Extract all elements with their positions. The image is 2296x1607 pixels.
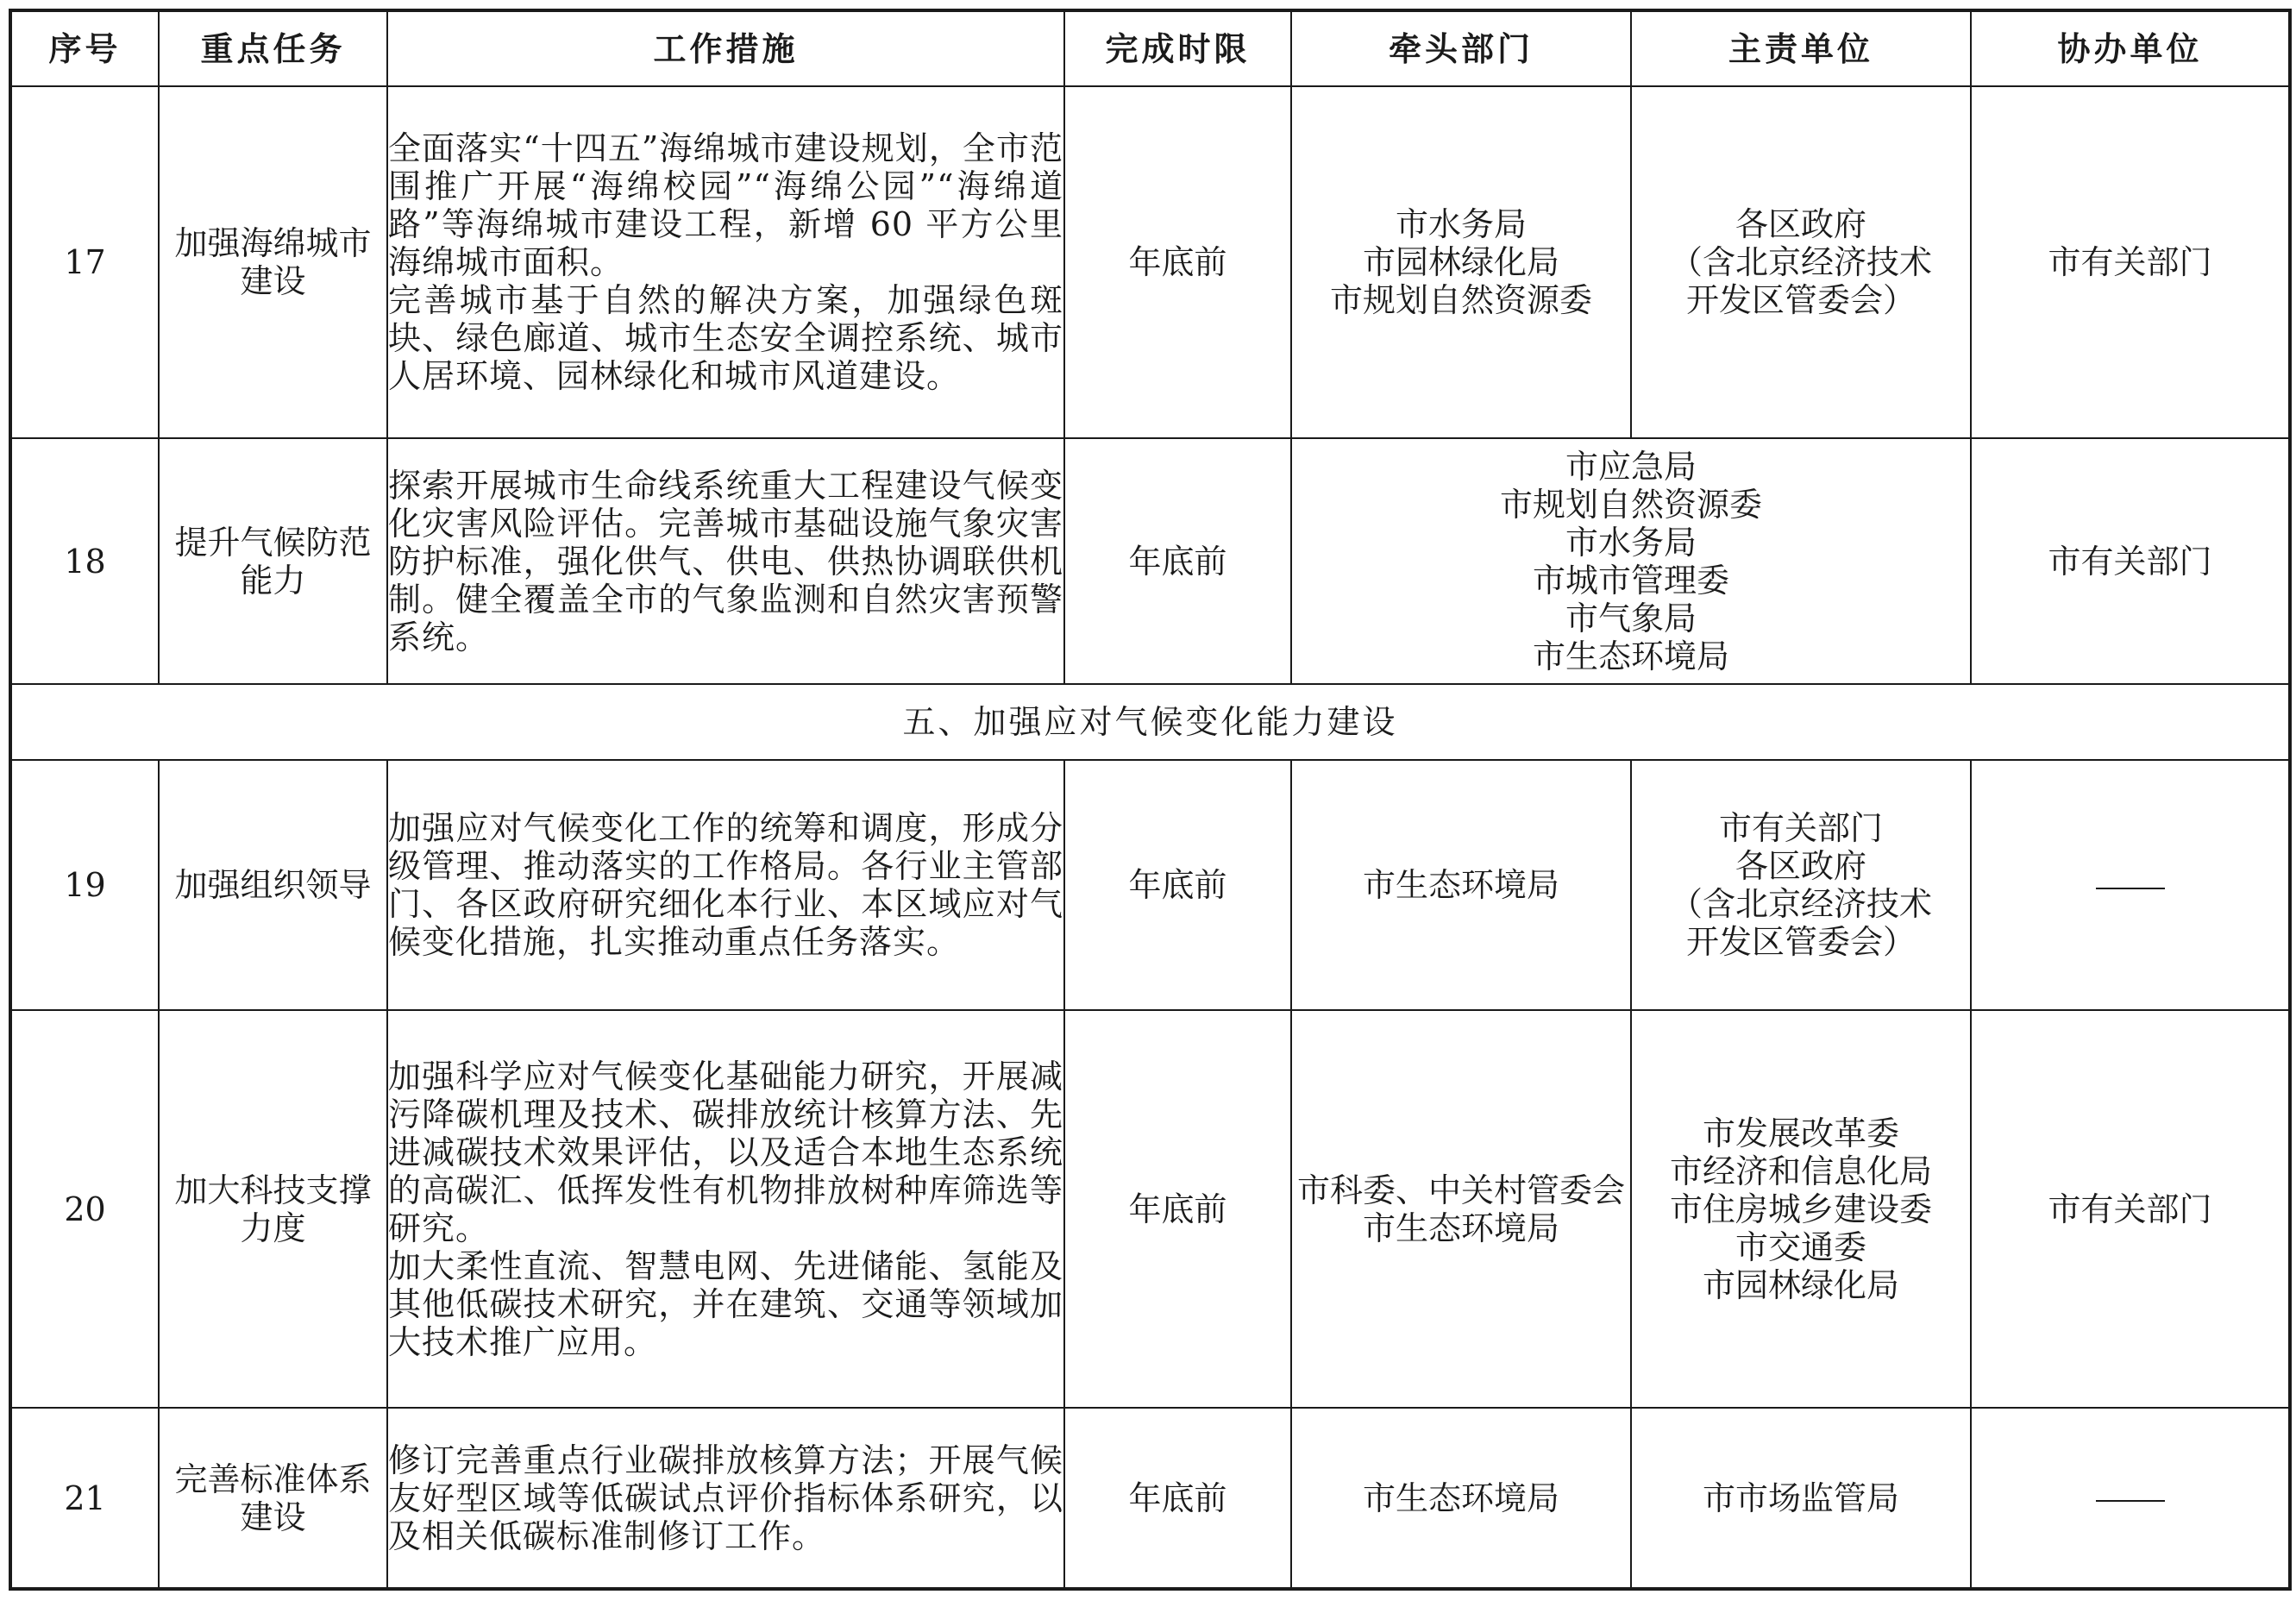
row-deadline: 年底前	[1064, 1010, 1291, 1408]
measure-paragraph: 全面落实“十四五”海绵城市建设规划，全市范围推广开展“海绵校园”“海绵公园”“海绵道路”等海绵城市建设工程，新增 60 平方公里海绵城市面积。	[388, 129, 1063, 281]
header-deadline: 完成时限	[1064, 10, 1291, 86]
row-measures	[387, 86, 1064, 438]
responsible-item: 开发区管委会）	[1685, 281, 1916, 319]
measure-paragraph: 修订完善重点行业碳排放核算方法；开展气候友好型区域等低碳试点评价指标体系研究，以及相关低碳标准制修订工作。	[388, 1441, 1063, 1555]
row-responsible	[1631, 86, 1971, 438]
lead-item: 市生态环境局	[1532, 637, 1729, 675]
row-task: 加大科技支撑力度	[159, 1010, 387, 1408]
responsible-item: 市发展改革委	[1702, 1114, 1899, 1152]
measure-paragraph: 加强应对气候变化工作的统筹和调度，形成分级管理、推动落实的工作格局。各行业主管部门、各区政府研究细化本行业、本区域应对气候变化措施，扎实推动重点任务落实。	[388, 809, 1063, 961]
lead-item: 市生态环境局	[1362, 1208, 1559, 1247]
row-assist: 市有关部门	[1971, 86, 2290, 438]
responsible-item: （含北京经济技术	[1669, 885, 1932, 923]
lead-item: 市城市管理委	[1532, 561, 1729, 599]
row-assist: 市有关部门	[1971, 438, 2290, 684]
responsible-item: 市市场监管局	[1702, 1478, 1899, 1517]
measure-paragraph: 探索开展城市生命线系统重大工程建设气候变化灾害风险评估。完善城市基础设施气象灾害防护标准，强化供气、供电、供热协调联供机制。健全覆盖全市的气象监测和自然灾害预警系统。	[388, 466, 1063, 656]
header-row	[10, 10, 2290, 86]
measure-paragraph: 完善城市基于自然的解决方案，加强绿色斑块、绿色廊道、城市生态安全调控系统、城市人居环境、园林绿化和城市风道建设。	[388, 281, 1063, 395]
row-assist-empty	[1971, 760, 2290, 1010]
row-seq: 19	[10, 760, 159, 1010]
table-row	[10, 1408, 2290, 1589]
table-row	[10, 438, 2290, 684]
lead-item: 市规划自然资源委	[1499, 485, 1762, 524]
table-row	[10, 1010, 2290, 1408]
row-task: 提升气候防范能力	[159, 438, 387, 684]
lead-item: 市应急局	[1565, 447, 1697, 486]
row-task: 加强海绵城市建设	[159, 86, 387, 438]
responsible-item: 市园林绿化局	[1702, 1265, 1899, 1304]
empty-dash	[2096, 888, 2165, 889]
lead-item: 市水务局	[1395, 205, 1527, 243]
row-seq: 21	[10, 1408, 159, 1589]
row-deadline: 年底前	[1064, 438, 1291, 684]
header-task: 重点任务	[159, 10, 387, 86]
lead-item: 市气象局	[1565, 599, 1697, 637]
lead-item: 市规划自然资源委	[1329, 281, 1592, 319]
row-assist-empty	[1971, 1408, 2290, 1589]
action-plan-table	[9, 9, 2292, 1591]
row-responsible	[1631, 1010, 1971, 1408]
header-seq: 序号	[10, 10, 159, 86]
row-measures	[387, 438, 1064, 684]
row-deadline: 年底前	[1064, 760, 1291, 1010]
measure-paragraph: 加强科学应对气候变化基础能力研究，开展减污降碳机理及技术、碳排放统计核算方法、先进减碳技术效果评估，以及适合本地生态系统的高碳汇、低挥发性有机物排放树种库筛选等研究。	[388, 1057, 1063, 1247]
table-row	[10, 760, 2290, 1010]
responsible-item: 各区政府	[1735, 847, 1866, 885]
row-lead	[1291, 1010, 1631, 1408]
row-measures	[387, 760, 1064, 1010]
row-task: 完善标准体系建设	[159, 1408, 387, 1589]
lead-item: 市科委、中关村管委会	[1296, 1171, 1625, 1209]
responsible-item: 市经济和信息化局	[1669, 1152, 1932, 1190]
lead-item: 市生态环境局	[1362, 866, 1559, 904]
row-assist: 市有关部门	[1971, 1010, 2290, 1408]
table-row	[10, 86, 2290, 438]
responsible-item: （含北京经济技术	[1669, 243, 1932, 281]
responsible-item: 各区政府	[1735, 205, 1866, 243]
header-assist: 协办单位	[1971, 10, 2290, 86]
section-heading: 五、加强应对气候变化能力建设	[10, 684, 2290, 760]
row-lead-responsible	[1291, 438, 1971, 684]
header-lead-dept: 牵头部门	[1291, 10, 1631, 86]
row-responsible	[1631, 1408, 1971, 1589]
row-deadline: 年底前	[1064, 86, 1291, 438]
empty-dash	[2096, 1500, 2165, 1502]
lead-item: 市园林绿化局	[1362, 243, 1559, 281]
row-seq: 18	[10, 438, 159, 684]
responsible-item: 开发区管委会）	[1685, 923, 1916, 961]
header-responsible: 主责单位	[1631, 10, 1971, 86]
row-lead	[1291, 86, 1631, 438]
responsible-item: 市有关部门	[1718, 809, 1883, 847]
row-measures	[387, 1010, 1064, 1408]
row-measures	[387, 1408, 1064, 1589]
header-measures: 工作措施	[387, 10, 1064, 86]
responsible-item: 市住房城乡建设委	[1669, 1190, 1932, 1228]
row-deadline: 年底前	[1064, 1408, 1291, 1589]
row-seq: 20	[10, 1010, 159, 1408]
section-row	[10, 684, 2290, 760]
row-seq: 17	[10, 86, 159, 438]
row-responsible	[1631, 760, 1971, 1010]
row-lead	[1291, 760, 1631, 1010]
lead-item: 市生态环境局	[1362, 1478, 1559, 1517]
row-lead	[1291, 1408, 1631, 1589]
lead-item: 市水务局	[1565, 523, 1697, 562]
responsible-item: 市交通委	[1735, 1227, 1866, 1266]
row-task: 加强组织领导	[159, 760, 387, 1010]
measure-paragraph: 加大柔性直流、智慧电网、先进储能、氢能及其他低碳技术研究，并在建筑、交通等领域加大技术推广应用。	[388, 1246, 1063, 1361]
